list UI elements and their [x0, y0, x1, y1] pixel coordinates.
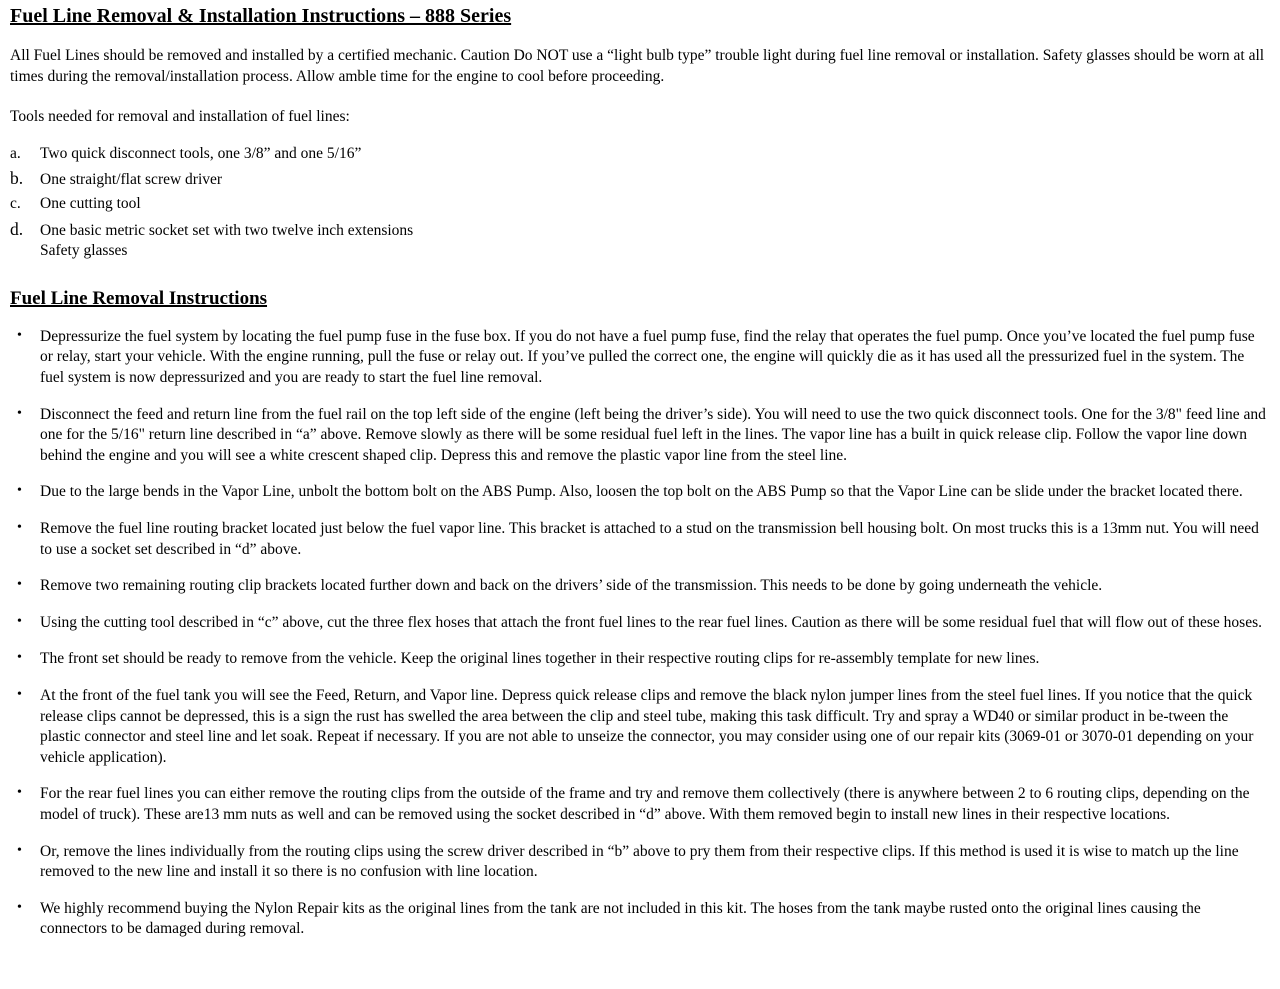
list-marker: c.	[10, 195, 21, 213]
bullet-icon: •	[17, 577, 22, 593]
step-text: Due to the large bends in the Vapor Line, unbolt the bottom bolt on the ABS Pump. Also, loosen the top bolt on the ABS Pump so that the Vapor Line can be slide under the bracket located there.	[40, 483, 1243, 501]
list-item	[10, 405, 1266, 467]
step-text: Depressurize the fuel system by locating the fuel pump fuse in the fuse box. If you do not have a fuel pump fuse, find the relay that operates the fuel pump. Once you’ve located the fuel pump fuse or relay, start your vehicle. With the engine running, pull the fuse or relay out. If you’ve pulled the correct one, the engine will quickly die as it has used all the pressurized fuel in the system. The fuel system is now depressurized and you are ready to start the fuel line removal.	[40, 327, 1255, 386]
list-item	[10, 218, 1266, 262]
step-text: At the front of the fuel tank you will see the Feed, Return, and Vapor line. Depress quick release clips and remove the black nylon jumper lines from the steel fuel lines. If you notice that the quick release clips cannot be depressed, this is a sign the rust has swelled the area between the clip and steel tube, making this task difficult. Try and spray a WD40 or similar product in be-tween the plastic connector and steel line and let soak. Repeat if necessary. If you are not able to unseize the connector, you may consider using one of our repair kits (3069-01 or 3070-01 depending on your vehicle application).	[40, 686, 1254, 766]
list-marker: a.	[10, 144, 21, 162]
bullet-icon: •	[17, 613, 22, 629]
list-item	[10, 144, 1266, 165]
bullet-icon: •	[17, 686, 22, 702]
bullet-icon: •	[17, 842, 22, 858]
step-text: The front set should be ready to remove from the vehicle. Keep the original lines together in their respective routing clips for re-assembly template for new lines.	[40, 650, 1040, 668]
list-item-text: One basic metric socket set with two twelve inch extensions	[40, 221, 414, 239]
list-item	[10, 519, 1266, 560]
list-item	[10, 327, 1266, 389]
step-text: Remove two remaining routing clip brackets located further down and back on the drivers’ side of the transmission. This needs to be done by going underneath the vehicle.	[40, 577, 1103, 595]
list-item	[10, 482, 1266, 503]
list-marker: d.	[10, 218, 24, 239]
bullet-icon: •	[17, 405, 22, 421]
bullet-icon: •	[17, 650, 22, 666]
list-item	[10, 194, 1266, 215]
bullet-icon: •	[17, 785, 22, 801]
list-item	[10, 167, 1266, 191]
list-item	[10, 576, 1266, 597]
tools-list	[10, 144, 1266, 262]
tools-intro: Tools needed for removal and installation of fuel lines:	[10, 108, 350, 126]
bullet-icon: •	[17, 899, 22, 915]
step-text: Remove the fuel line routing bracket located just below the fuel vapor line. This bracket is attached to a stud on the transmission bell housing bolt. On most trucks this is a 13mm nut. You will need to use a socket set described in “d” above.	[40, 519, 1259, 558]
list-item	[10, 784, 1266, 825]
list-item-text	[40, 221, 1266, 262]
bullet-icon: •	[17, 519, 22, 535]
list-item-text: One cutting tool	[40, 195, 141, 213]
step-text: For the rear fuel lines you can either remove the routing clips from the outside of the frame and try and remove them collectively (there is anywhere between 2 to 6 routing clips, depending on the model of truck). These are13 mm nuts as well and can be removed using the socket described in “d” above. With them removed begin to install new lines in their respective locations.	[40, 785, 1250, 824]
step-text: Or, remove the lines individually from the routing clips using the screw driver described in “b” above to pry them from their respective clips. If this method is used it is wise to match up the line removed to the new line and install it so there is no confusion with line location.	[40, 842, 1239, 881]
steps-list	[10, 327, 1266, 940]
step-text: Using the cutting tool described in “c” above, cut the three flex hoses that attach the front fuel lines to the rear fuel lines. Caution as there will be some residual fuel that will flow out of these hoses.	[40, 613, 1262, 631]
list-item	[10, 613, 1266, 634]
list-item	[10, 842, 1266, 883]
list-item-text: Two quick disconnect tools, one 3/8” and one 5/16”	[40, 144, 362, 162]
intro-paragraph: All Fuel Lines should be removed and installed by a certified mechanic. Caution Do NOT use a “light bulb type” trouble light during fuel line removal or installation. Safety glasses should be worn at all times during the removal/installation process. Allow amble time for the engine to cool before proceeding.	[10, 47, 1265, 85]
bullet-icon: •	[17, 483, 22, 499]
section-heading: Fuel Line Removal Instructions	[10, 287, 268, 309]
step-text: Disconnect the feed and return line from the fuel rail on the top left side of the engine (left being the driver’s side). You will need to use the two quick disconnect tools. One for the 3/8" feed line and one for the 5/16" return line described in “a” above. Remove slowly as there will be some residual fuel left in the lines. The vapor line has a built in quick release clip. Follow the vapor line down behind the engine and you will see a white crescent shaped clip. Depress this and remove the plastic vapor line from the steel line.	[40, 405, 1266, 464]
document-title: Fuel Line Removal & Installation Instructions – 888 Series	[10, 5, 512, 27]
step-text: We highly recommend buying the Nylon Repair kits as the original lines from the tank are not included in this kit. The hoses from the tank maybe rusted onto the original lines causing the connectors to be damaged during removal.	[40, 899, 1201, 938]
bullet-icon: •	[17, 327, 22, 343]
list-item-continuation: Safety glasses	[40, 242, 128, 260]
list-item	[10, 899, 1266, 940]
list-item	[10, 686, 1266, 768]
list-item-text: One straight/flat screw driver	[40, 171, 223, 189]
list-item	[10, 649, 1266, 670]
list-marker: b.	[10, 168, 24, 189]
